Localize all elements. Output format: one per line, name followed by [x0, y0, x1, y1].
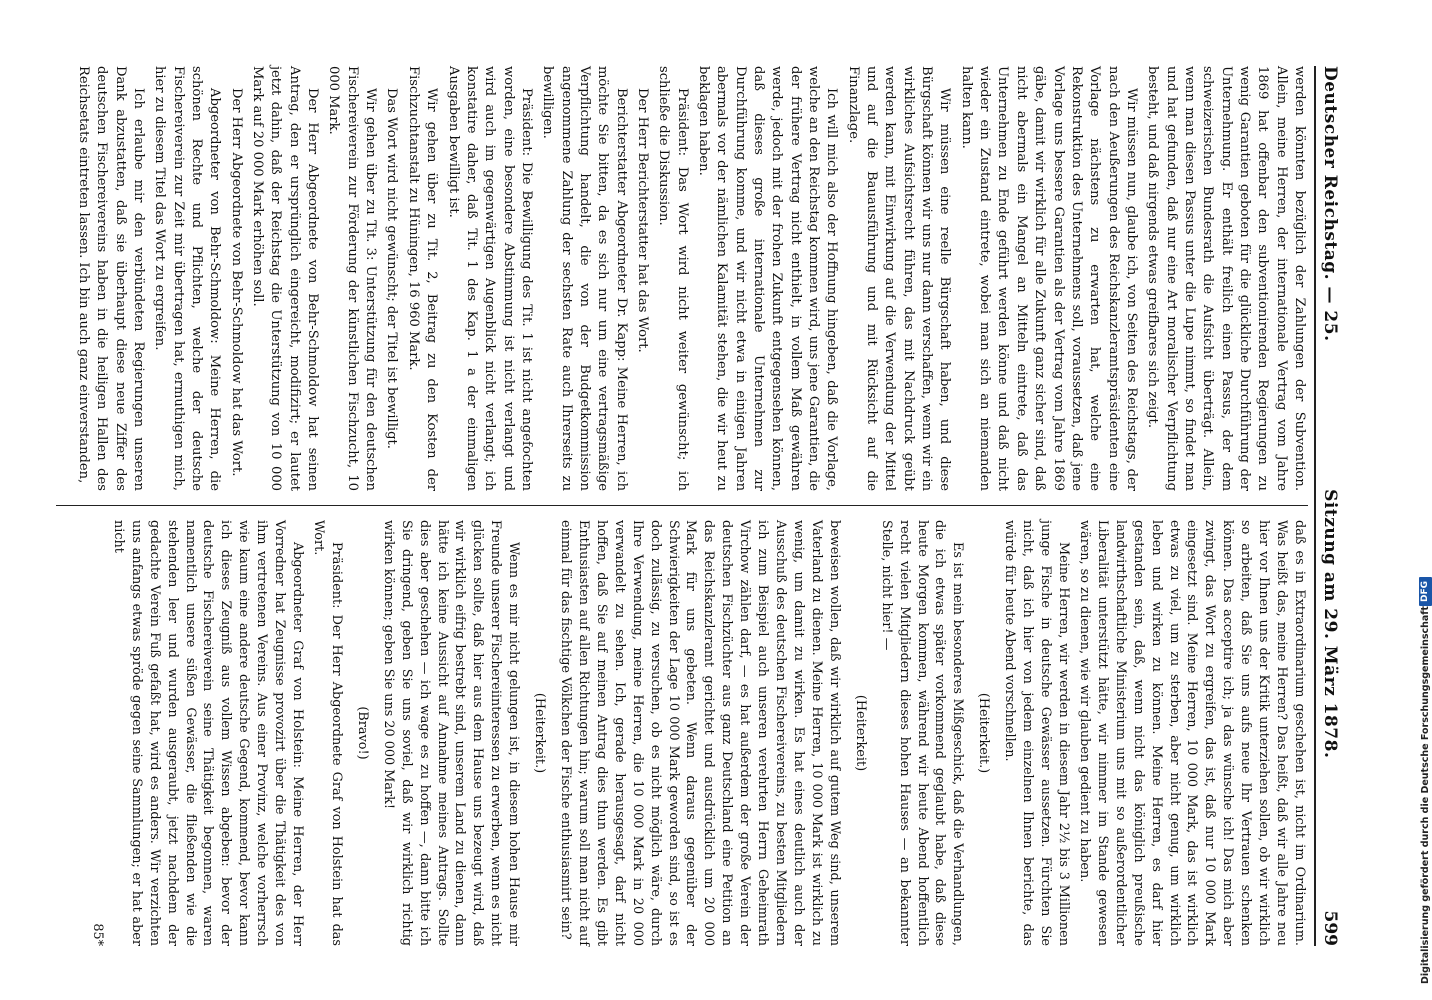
- paragraph: Präsident: Das Wort wird nicht weiter gewünscht; ich schließe die Diskussion.: [656, 66, 690, 491]
- paragraph: Präsident: Die Bewilligung des Tit. 1 ist nicht angefochten worden, eine besondere Abstimmung ist nicht verlangt und wird auch im gegenwärtigen Augenblick nicht verlangt; ich konstatire daher, daß Tit. 1 des Kap. 1 a der einmaligen Ausgaben bewilligt ist.: [445, 66, 534, 491]
- paragraph: Es ist mein besonderes Mißgeschick, daß die Verhandlungen, die ich etwas später vorkommend geglaubt habe, daß diese heute Morgen kommen, während wir heute Abend hoffentlich recht vielen Mitgliedern dieses hohen Hauses — an bekannter Stelle, nicht hier! —: [878, 520, 966, 946]
- paragraph: Das Wort wird nicht gewünscht; der Titel ist bewilligt.: [384, 88, 400, 449]
- paragraph: Ich erlaube mir den verbündeten Regierungen unseren Dank abzustatten, daß sie überhaupt diese neue Ziffer des deutschen Fischereivereins haben in die heiligen Hallen des Reichsetats eintreten lassen. Ich bin auch ganz einverstanden,: [76, 66, 147, 491]
- stage-direction: (Heiterkeit.): [976, 692, 992, 774]
- left-column: [56, 66, 1308, 506]
- right-column: [56, 506, 1308, 946]
- paragraph: Ich will mich also der Hoffnung hingeben, daß die Vorlage, welche an den Reichstag kommen wird, uns jene Garantien, die der frühere Vertrag nicht enthielt, in vollem Maß gewähren werde, jedoch mit der frohen Zukunft entgegensehen können, daß dieses große internationale Unternehmen zur Durchführung komme, und wir nicht etwa in einigen Jahren abermals vor der nämlichen Kalamität stehen, die wir heut zu beklagen haben.: [696, 66, 840, 491]
- paragraph: Wenn es mir nicht gelungen ist, in diesem hohen Hause mir Freunde unserer Fischereiinteressen zu erwerben, wenn es nicht glücken sollte, daß hier aus dem Hause uns bezeugt wird, daß wir wirklich eifrig bestrebt sind, unserem Land zu dienen, dann hätte ich keine Aussicht auf Annahme meines Antrags. Sollte dies aber geschehen — ich wage es zu hoffen —, dann bitte ich Sie dringend, geben Sie uns soviel, daß wir wirklich richtig wirken können; geben Sie uns 20 000 Mark!: [380, 520, 522, 946]
- running-head: [1314, 66, 1356, 946]
- paragraph: beweisen wollen, daß wir wirklich auf gutem Weg sind, unserem Vaterland zu dienen. Meine Herren, 10 000 Mark ist wirklich zu wenig, um damit zu wirken. Es hat eines deutlich auch der Ausschuß des deutschen Fischereivereins, zu besten Mitgliedern ich zum Beispiel auch unseren verehrten Herrn Geheimrath Virchow zählen darf, — es hat außerdem der große Verein der deutschen Fischzüchter aus ganz Deutschland eine Petition an das Reichskanzleramt gerichtet und ausdrücklich um 20 000 Mark für uns gebeten. Wenn daraus gegenüber der Schwierigkeiten der Lage 10 000 Mark geworden sind, so ist es doch zulässig, zu versuchen, ob es nicht möglich wäre, durch Ihre Verwendung, meine Herren, die 10 000 Mark in 20 000 verwandelt zu sehen. Ich, gerade herausgesagt, darf nicht hoffen, daß Sie auf meinen Antrag dies thun werden. Es gibt Enthusiasten auf allen Richtungen hin; warum soll man nicht auf einmal für das fischtige Völkchen der Fische enthusiasmirt sein?: [558, 520, 842, 946]
- paragraph: Wir gehen über zu Tit. 3: Unterstützung für den deutschen Fischereiverein zur Förderung der künstlichen Fischzucht, 10 000 Mark.: [326, 66, 379, 491]
- stage-direction: (Heiterkeit): [852, 694, 868, 772]
- text-columns: [56, 66, 1308, 946]
- paragraph: Abgeordneter Graf von Holstein: Meine Herren, der Herr Vorredner hat Zeugnisse provozirt über die Thätigkeit des von ihm vertretenen Vereins. Aus einer Provinz, welche vorherrsch wie kaum eine andere deutsche Gegend, kommend, bevor kann ich dieses Zeugniß aus vollem Wissen abgeben: bevor der deutsche Fischereiverein seine Thätigkeit begonnen, waren namentlich unsere süßen Gewässer, die fließenden wie die stehenden leer und wurden ausgeraubt, jetzt nachdem der gedachte Verein Fuß gefaßt hat, wird es anders. Wir verzichten uns anfangs etwas spröde gegen seine Sammlungen; er hat aber nicht: [110, 520, 306, 946]
- signature-mark: 85*: [89, 923, 105, 946]
- paragraph: werden könnten bezüglich der Zahlungen der Subvention. Allein, meine Herren, der internationale Vertrag vom Jahre 1869 hat offenbar den subventionirenden Regierungen zu wenig Garantien geboten für die glückliche Durchführung der Unternehmung. Er enthält freilich einen Passus, der dem schweizerischen Bundesrath die Aufsicht überträgt. Allein, wenn man diesen Passus unter die Lupe nimmt, so findet man und hat gefunden, daß nur eine Art moralischer Verpflichtung besteht, und daß nirgends etwas greifbares sich zeigt.: [1145, 66, 1307, 491]
- stage-direction: (Heiterkeit.): [532, 692, 548, 774]
- paragraph: Der Herr Berichterstatter hat das Wort.: [634, 88, 650, 353]
- dfg-logo: DFG: [1419, 577, 1432, 606]
- digitization-credit: [1418, 12, 1432, 988]
- paragraph: Präsident: Der Herr Abgeordnete Graf von Holstein hat das Wort.: [310, 520, 344, 946]
- stage-direction: (Bravo!): [354, 706, 370, 760]
- paragraph: Wir müssen nun, glaube ich, von Seiten des Reichstags, der nach den Aeußerungen des Reichskanzleramtspräsidenten eine Vorlage nächstens zu erwarten hat, welche eine Rekonstruktion des Unternehmens soll, voraussetzen, daß jene Vorlage uns bessere Garantien als der Vertrag vom Jahre 1869 gäbe, damit wir wirklich für alle Zukunft ganz sicher sind, daß nicht abermals ein Mangel an Mitteln eintrete, daß das Unternehmen zu Ende geführt werden könne und daß nicht wieder ein Zustand eintrete, wobei man sich an niemanden halten kann.: [958, 66, 1139, 491]
- paragraph: Meine Herren, wir werden in diesem Jahr 2½ bis 3 Millionen junge Fische in deutsche Gewässer aussetzen. Fürchten Sie nicht, daß ich hier von jedem einzelnen Ihnen berichte, das würde für heute Abend vorschnellen.: [1002, 520, 1072, 946]
- header-center: Sitzung am 29. März 1878.: [1320, 489, 1340, 759]
- page-number: 599: [1320, 910, 1340, 946]
- paragraph: Abgeordneter von Behr-Schmoldow: Meine Herren, die schönen Rechte und Pflichten, welche der deutsche Fischereiverein zur Zeit mir übertragen hat, ermuthigen mich, hier zu diesem Titel das Wort zu ergreifen.: [152, 66, 223, 491]
- credit-text: Digitalisierung gefördert durch die Deutsche Forschungsgemeinschaft: [1419, 606, 1431, 984]
- paragraph: Der Herr Abgeordnete von Behr-Schmoldow hat das Wort.: [228, 88, 244, 477]
- scanned-page: [56, 66, 1356, 946]
- paragraph: Berichterstatter Abgeordneter Dr. Kapp: Meine Herren, ich möchte Sie bitten, da es sich nur um eine vertragsmäßige Verpflichtung handelt, die von der Budgetkommission angenommene Zahlung der sechsten Rate auch Ihrerseits zu bewilligen.: [540, 66, 629, 491]
- paragraph: Wir gehen über zu Tit. 2, Beitrag zu den Kosten der Fischzuchtanstalt zu Hüningen, 16 960 Mark.: [405, 66, 440, 491]
- header-left: Deutscher Reichstag. — 25.: [1320, 66, 1340, 342]
- paragraph: Wir müssen eine reelle Bürgschaft haben, und diese Bürgschaft können wir uns nur dann verschaffen, wenn wir ein wirkliches Aufsichtsrecht führen, das mit Nachdruck geübt werden kann, mit Einwirkung auf die Verwendung der Mittel und auf die Bauausführung und mit Rücksicht auf die Finanzlage.: [845, 66, 953, 491]
- paragraph: daß es in Extraordinarium geschehen ist, nicht im Ordinarium. Was heißt das, meine Herren? Das heißt, daß wir alle Jahre neu hier vor Ihnen uns der Kritik unterziehen sollen, ob wir wirklich so arbeiten, daß Sie uns aufs neue Ihr Vertrauen schenken können. Das acceptire ich; ja das wünsche ich! Das mich aber zwingt, das Wort zu ergreifen, das ist, daß nur 10 000 Mark eingesetzt sind. Meine Herren, 10 000 Mark, das ist wirklich etwas zu viel, um zu sterben, aber nicht genug, um wirklich leben und wirken zu können. Meine Herren, es darf hier gestanden sein, daß, wenn nicht das königlich preußische landwirthschaftliche Ministerium uns mit so außerordentlicher Liberalität unterstützt hätte, wir nimmer im Stande gewesen wären, so zu dienen, wie wir glauben gedient zu haben.: [1076, 520, 1307, 946]
- paragraph: Der Herr Abgeordnete von Behr-Schmoldow hat seinen Antrag, den er ursprünglich eingereicht, modifizirt; er lautet jetzt dahin, daß der Reichstag die Unterstützung von 10 000 Mark auf 20 000 Mark erhöhen soll.: [250, 66, 321, 491]
